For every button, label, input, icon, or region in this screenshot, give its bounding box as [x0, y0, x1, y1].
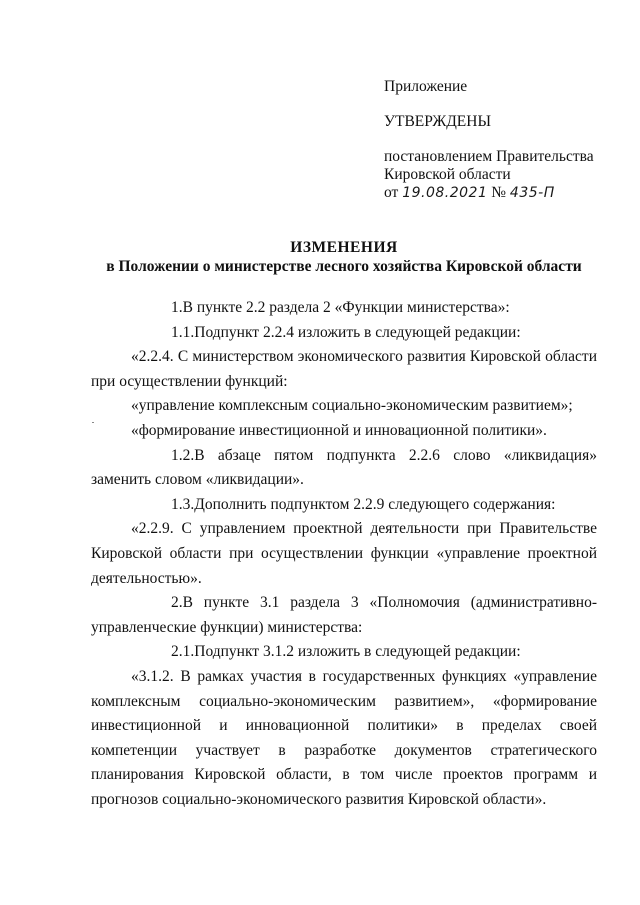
paragraph-text: «2.2.4. С министерством экономического развития Кировской области при осуществлении функций:	[91, 348, 597, 390]
approved-by-line-1: постановлением Правительства	[384, 148, 594, 165]
paragraph-number: 2.	[171, 594, 183, 612]
paragraph-text: Подпункт 2.2.4 изложить в следующей редакции:	[194, 323, 521, 341]
date-prefix: от	[384, 184, 399, 201]
paragraph-number: 1.2.	[171, 446, 195, 464]
paragraph-number: 1.3.	[171, 495, 195, 513]
scan-speck	[92, 422, 94, 423]
paragraph-number: 1.1.	[171, 323, 195, 341]
document-heading	[70, 238, 618, 276]
approval-date-line	[384, 184, 624, 202]
paragraph	[91, 345, 597, 394]
paragraph	[91, 640, 597, 665]
paragraph	[91, 321, 597, 346]
approved-label: УТВЕРЖДЕНЫ	[384, 113, 491, 130]
paragraph-text: «2.2.9. С управлением проектной деятельности при Правительстве Кировской области при осуществлении функции «управление проектной деятельностью».	[91, 520, 597, 587]
paragraph	[91, 517, 597, 591]
paragraph-text: В пункте 3.1 раздела 3 «Полномочия (административно-управленческие функции) министерства:	[91, 594, 597, 636]
paragraph	[91, 394, 597, 419]
paragraph	[91, 296, 597, 321]
paragraph-text: «3.1.2. В рамках участия в государственных функциях «управление комплексным социально-экономическим развитием», «формирование инвестиционной и инновационной политики» в пределах своей компетенции участвует в разработке документов стратегического планирования Кировской области, в том числе проектов программ и прогнозов социально-экономического развития Кировской области».	[91, 667, 597, 808]
heading-subtitle: в Положении о министерстве лесного хозяйства Кировской области	[106, 258, 582, 275]
number-prefix: №	[491, 184, 507, 201]
paragraph	[91, 419, 597, 444]
paragraph-text: «управление комплексным социально-экономическим развитием»;	[131, 397, 573, 415]
handwritten-date: 19.08.2021	[402, 185, 488, 201]
approved-by-line-2: Кировской области	[384, 166, 511, 183]
approval-block	[384, 78, 624, 202]
paragraph-text: В абзаце пятом подпункта 2.2.6 слово «ликвидация» заменить словом «ликвидации».	[91, 446, 597, 489]
paragraph	[91, 444, 597, 493]
document-body	[91, 296, 597, 812]
heading-title: ИЗМЕНЕНИЯ	[290, 239, 398, 256]
handwritten-number: 435-П	[509, 185, 555, 201]
paragraph	[91, 591, 597, 640]
paragraph	[91, 493, 597, 518]
paragraph-text: Подпункт 3.1.2 изложить в следующей редакции:	[194, 643, 521, 661]
paragraph-text: В пункте 2.2 раздела 2 «Функции министерства»:	[182, 299, 510, 316]
paragraph-text: «формирование инвестиционной и инновационной политики».	[131, 421, 547, 439]
paragraph-number: 2.1.	[171, 643, 195, 661]
paragraph-text: Дополнить подпунктом 2.2.9 следующего содержания:	[194, 495, 556, 513]
paragraph-number: 1.	[171, 299, 183, 316]
annex-label: Приложение	[384, 78, 468, 95]
paragraph	[91, 665, 597, 813]
